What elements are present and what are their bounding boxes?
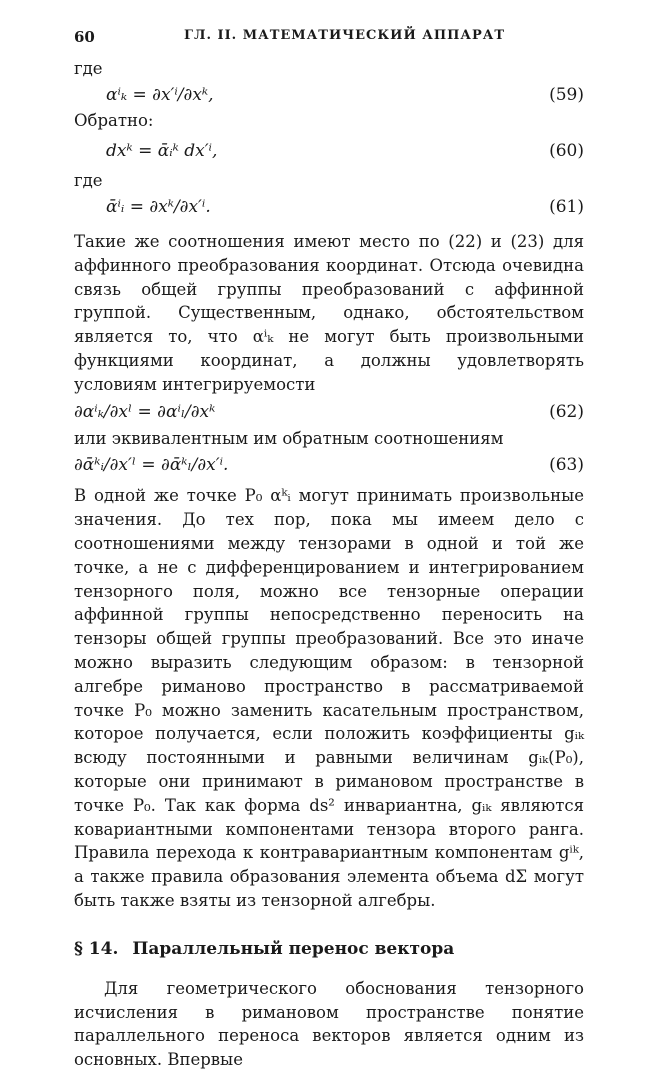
paragraph-parallel-transport: Для геометрического обоснования тензорного исчисления в римановом пространстве понятие параллельного переноса векторов является одним из основных. Впервые: [74, 978, 584, 1070]
equation-62-number: (62): [549, 401, 584, 422]
where-text: где: [74, 59, 103, 78]
equation-59: [74, 80, 584, 110]
equation-59-formula: αⁱₖ = ∂x′ⁱ/∂xᵏ,: [106, 85, 214, 105]
equation-59-number: (59): [549, 85, 584, 105]
paragraph-tensor-algebra: В одной же точке P₀ αᵏᵢ могут принимать произвольные значения. До тех пор, пока мы имеем дело с соотношениями между тензорами в одной и той же точке, а не с дифференцированием и интегрированием тензорного поля, можно все тензорные операции аффинной группы непосредственно переносить на тензоры общей группы преобразований. Все это иначе можно выразить следующим образом: в тензорной алгебре риманово пространство в рассматриваемой точке P₀ можно заменить касательным пространством, которое получается, если положить коэффициенты gᵢₖ всюду постоянными и равными величинам gᵢₖ(P₀), которые они принимают в римановом пространстве в точке P₀. Так как форма ds² инвариантна, gᵢₖ являются ковариантными компонентами тензора второго ранга. Правила перехода к контравариантным компонентам gⁱᵏ, а также правила образования элемента объема dΣ могут быть также взяты из тензорной алгебры.: [74, 486, 584, 910]
section-title: Параллельный перенос вектора: [132, 938, 455, 959]
equation-60: [74, 136, 584, 166]
where-text-2: где: [74, 171, 103, 190]
equation-61-formula: ᾱⁱᵢ = ∂xᵏ/∂x′ⁱ.: [106, 197, 211, 217]
book-page: [74, 28, 584, 1072]
paragraph-affine: Такие же соотношения имеют место по (22) и (23) для аффинного преобразования координат. Отсюда очевидна связь общей группы преобразований с аффинной группой. Существенным, однако, обстоятельством является то, что αⁱₖ не могут быть произвольными функциями координат, а должны удовлетворять условиям интегрируемости: [74, 232, 584, 394]
running-title: ГЛ. II. МАТЕМАТИЧЕСКИЙ АППАРАТ: [184, 28, 506, 43]
paragraph-equivalent: или эквивалентным им обратным соотношениям: [74, 428, 504, 448]
equation-61-number: (61): [549, 197, 584, 217]
inverse-text: Обратно:: [74, 111, 154, 130]
equation-63-number: (63): [549, 455, 584, 476]
page-number: 60: [74, 28, 95, 46]
equation-60-formula: dxᵏ = ᾱᵢᵏ dx′ⁱ,: [106, 141, 218, 161]
section-heading: [74, 939, 584, 959]
equation-60-number: (60): [549, 141, 584, 161]
equation-61: [74, 192, 584, 222]
equation-62-formula: ∂αⁱₖ/∂xˡ = ∂αⁱₗ/∂xᵏ: [74, 401, 216, 422]
section-mark: § 14.: [74, 938, 119, 959]
equation-63: [74, 450, 584, 480]
page-header: [74, 28, 584, 58]
equation-63-formula: ∂ᾱᵏᵢ/∂x′ˡ = ∂ᾱᵏₗ/∂x′ⁱ.: [74, 455, 229, 476]
equation-62: [74, 397, 584, 427]
